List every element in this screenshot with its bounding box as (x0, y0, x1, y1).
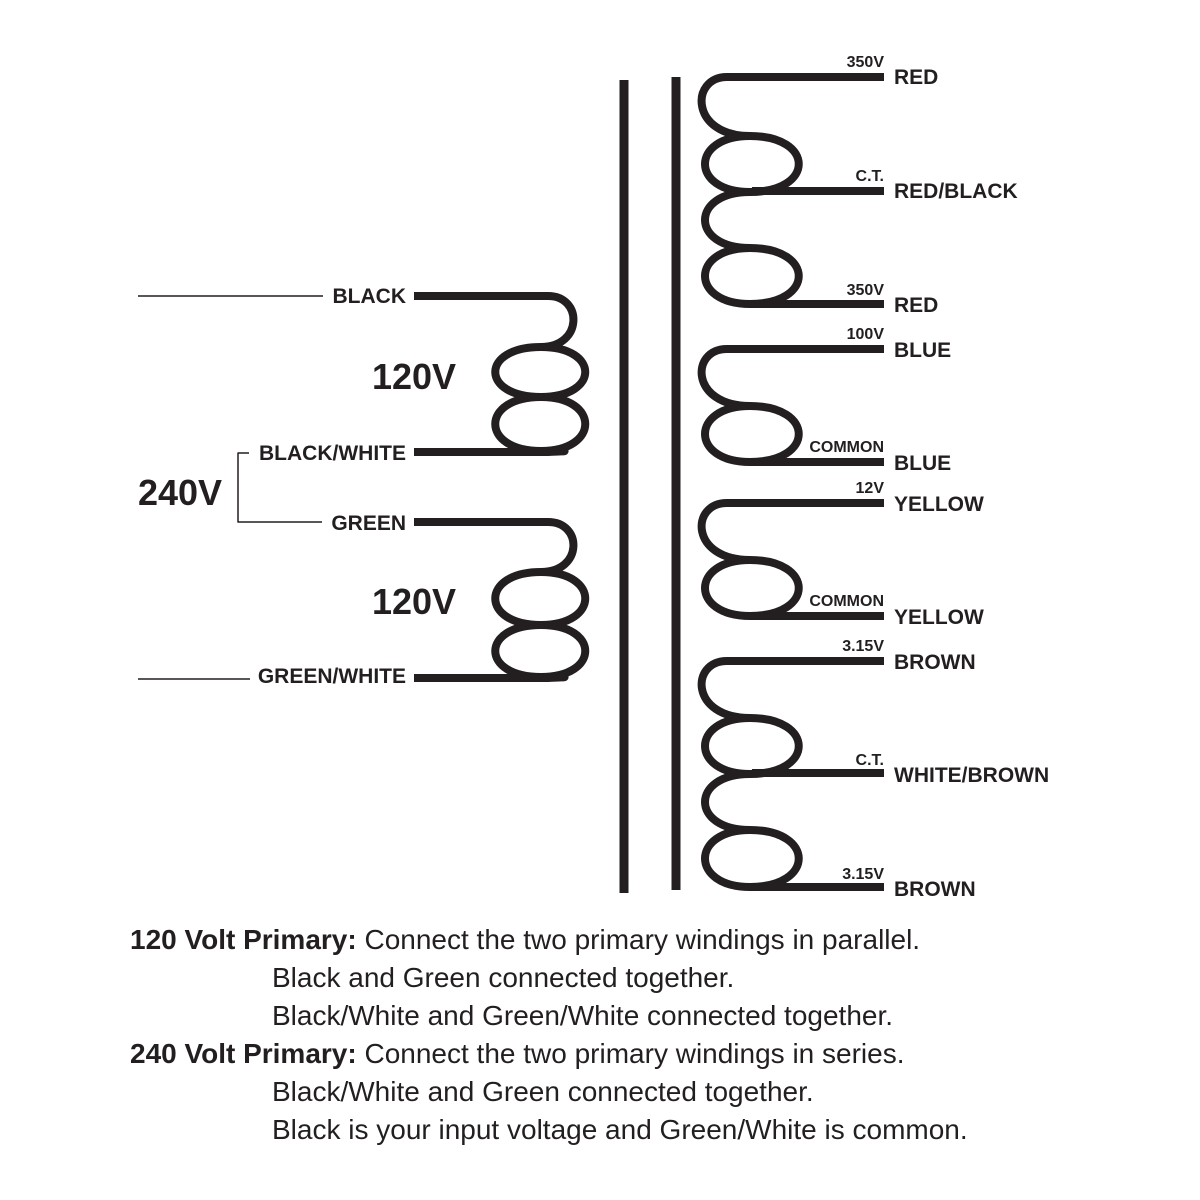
wire-color-label: RED (894, 294, 939, 317)
wire-label-green: GREEN (331, 512, 406, 535)
note-240v-line: Black/White and Green connected together. (272, 1076, 814, 1107)
tap-voltage-label: 350V (846, 54, 884, 71)
tap-voltage-label: C.T. (855, 168, 884, 185)
note-240v-line: Black is your input voltage and Green/White is common. (272, 1114, 968, 1145)
tap-voltage-label: COMMON (809, 593, 884, 610)
upper-winding-voltage: 120V (371, 356, 457, 397)
wire-label-green-white: GREEN/WHITE (257, 665, 406, 688)
wire-color-label: RED (894, 66, 939, 89)
note-120v-line: Black/White and Green/White connected together. (272, 1000, 894, 1031)
tap-voltage-label: 12V (855, 480, 884, 497)
wire-label-black: BLACK (332, 285, 406, 308)
wire-color-label: YELLOW (894, 493, 984, 516)
tap-voltage-label: C.T. (855, 752, 884, 769)
note-240v-heading: 240 Volt Primary: (130, 1038, 357, 1069)
tap-voltage-label: 3.15V (842, 638, 884, 655)
wiring-instructions (130, 921, 1180, 1149)
wire-color-label: BROWN (894, 878, 976, 900)
wire-label-black-white: BLACK/WHITE (259, 442, 406, 465)
tap-voltage-label: 350V (846, 282, 884, 299)
series-voltage: 240V (137, 472, 223, 513)
note-240v-line: Connect the two primary windings in series. (364, 1038, 905, 1069)
note-120v-heading: 120 Volt Primary: (130, 924, 357, 955)
wire-color-label: BROWN (894, 651, 976, 674)
wire-color-label: YELLOW (894, 606, 984, 629)
note-120v-line: Connect the two primary windings in parallel. (364, 924, 921, 955)
note-120v-heading-line (130, 921, 1180, 959)
note-240v-heading-line (130, 1035, 1180, 1073)
wire-color-label: WHITE/BROWN (894, 764, 1050, 787)
tap-voltage-label: 3.15V (842, 866, 884, 883)
tap-voltage-label: COMMON (809, 439, 884, 456)
note-120v-line: Black and Green connected together. (272, 962, 735, 993)
tap-voltage-label: 100V (846, 326, 884, 343)
wire-color-label: BLUE (894, 452, 952, 475)
wire-color-label: RED/BLACK (894, 180, 1018, 203)
wire-color-label: BLUE (894, 339, 952, 362)
lower-winding-voltage: 120V (371, 581, 457, 622)
